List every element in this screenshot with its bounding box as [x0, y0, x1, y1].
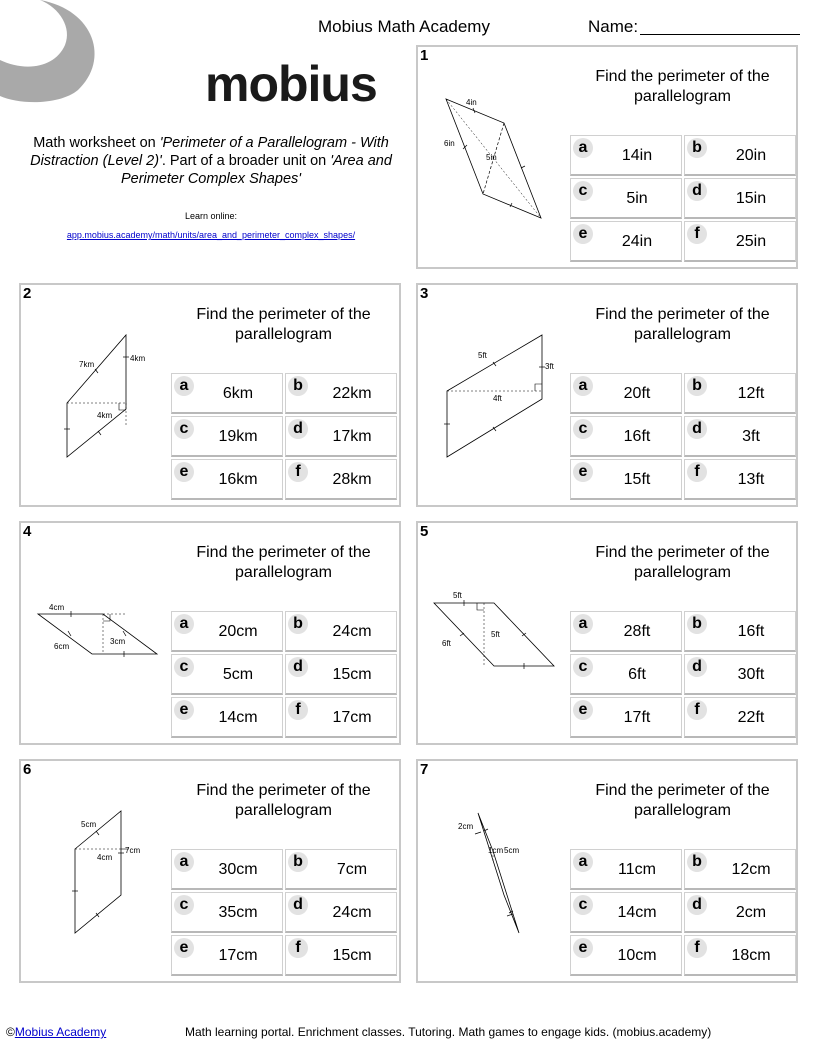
answer-option[interactable] [684, 611, 796, 652]
problem-panel-2 [19, 283, 401, 507]
option-value: 11cm [618, 861, 656, 878]
option-value: 14cm [218, 709, 258, 726]
answer-option[interactable] [684, 459, 796, 500]
answer-option[interactable] [171, 611, 283, 652]
learn-online-label: Learn online: [184, 211, 238, 221]
question-text: Find the perimeter of the parallelogram [595, 68, 770, 105]
option-value: 15cm [332, 666, 372, 683]
option-letter: d [687, 181, 707, 201]
option-letter: d [687, 657, 707, 677]
answer-option[interactable] [684, 697, 796, 738]
option-value: 16ft [623, 428, 651, 445]
question-text: Find the perimeter of the parallelogram [595, 306, 770, 343]
option-value: 17cm [218, 947, 258, 964]
option-letter: f [288, 700, 308, 720]
option-value: 7cm [336, 861, 368, 878]
figure-label: 5ft [491, 630, 500, 639]
parallelogram-figure [418, 285, 568, 509]
option-value: 19km [218, 428, 258, 445]
parallelogram-figure [418, 47, 568, 271]
parallelogram-figure [418, 761, 568, 985]
answer-option[interactable] [684, 935, 796, 976]
answer-option[interactable] [171, 892, 283, 933]
figure-label: 2cm [458, 822, 474, 831]
figure-label: 6cm [54, 642, 70, 651]
option-value: 15in [735, 190, 767, 207]
answer-grid [171, 373, 399, 503]
figure-label: 4cm [97, 853, 113, 862]
figure-label: 4km [97, 411, 113, 420]
answer-option[interactable] [570, 935, 682, 976]
answer-option[interactable] [684, 849, 796, 890]
option-letter: c [174, 895, 194, 915]
question-text: Find the perimeter of the parallelogram [595, 544, 770, 581]
option-value: 14in [621, 147, 653, 164]
intro-prefix: Math worksheet on [33, 135, 160, 151]
answer-option[interactable] [285, 849, 397, 890]
corner-swoosh-decoration [0, 0, 110, 110]
option-value: 28ft [623, 623, 651, 640]
option-letter: a [573, 852, 593, 872]
parallelogram-figure [21, 761, 171, 985]
problem-panel-6 [19, 759, 401, 983]
answer-option[interactable] [285, 611, 397, 652]
option-value: 5in [626, 190, 648, 207]
answer-option[interactable] [570, 892, 682, 933]
problem-panel-1 [416, 45, 798, 269]
option-letter: d [687, 419, 707, 439]
option-letter: e [573, 224, 593, 244]
answer-option[interactable] [285, 697, 397, 738]
option-value: 30ft [737, 666, 765, 683]
option-value: 35cm [218, 904, 258, 921]
worksheet-description [22, 134, 400, 188]
option-value: 15cm [332, 947, 372, 964]
mobius-academy-link[interactable]: Mobius Academy [14, 1025, 107, 1039]
problem-number: 1 [420, 47, 429, 64]
option-letter: d [288, 895, 308, 915]
option-letter: b [687, 376, 707, 396]
option-value: 24cm [332, 904, 372, 921]
answer-option[interactable] [171, 373, 283, 414]
answer-option[interactable] [285, 416, 397, 457]
option-letter: e [174, 462, 194, 482]
option-value: 12cm [731, 861, 771, 878]
option-value: 28km [332, 471, 372, 488]
figure-label: 4ft [493, 394, 502, 403]
answer-option[interactable] [684, 654, 796, 695]
figure-label: 3ft [545, 362, 554, 371]
answer-grid [171, 849, 399, 979]
problem-panel-5 [416, 521, 798, 745]
answer-option[interactable] [285, 373, 397, 414]
option-value: 30cm [218, 861, 258, 878]
option-letter: e [573, 700, 593, 720]
option-letter: f [288, 462, 308, 482]
answer-option[interactable] [570, 178, 682, 219]
answer-option[interactable] [684, 178, 796, 219]
answer-option[interactable] [285, 892, 397, 933]
answer-option[interactable] [570, 373, 682, 414]
option-letter: c [573, 419, 593, 439]
option-letter: c [174, 419, 194, 439]
option-letter: f [687, 938, 707, 958]
answer-option[interactable] [570, 221, 682, 262]
copyright-symbol: © [6, 1025, 15, 1039]
answer-option[interactable] [570, 611, 682, 652]
option-letter: a [573, 614, 593, 634]
figure-label: 6in [444, 139, 455, 148]
answer-grid [171, 611, 399, 741]
footer-tagline: Math learning portal. Enrichment classes. Tutoring. Math games to engage kids. (mobius.academy) [185, 1025, 712, 1039]
option-value: 18cm [731, 947, 771, 964]
problem-number: 2 [23, 285, 32, 302]
figure-label: 1cm [488, 846, 504, 855]
option-letter: b [288, 614, 308, 634]
option-letter: a [174, 376, 194, 396]
answer-option[interactable] [570, 416, 682, 457]
figure-label: 5ft [453, 591, 462, 600]
option-value: 24in [621, 233, 653, 250]
answer-option[interactable] [570, 697, 682, 738]
answer-option[interactable] [171, 697, 283, 738]
answer-option[interactable] [171, 849, 283, 890]
option-value: 22ft [737, 709, 765, 726]
answer-option[interactable] [570, 654, 682, 695]
option-value: 22km [332, 385, 372, 402]
answer-option[interactable] [570, 135, 682, 176]
option-value: 12ft [737, 385, 765, 402]
figure-label: 5cm [81, 820, 97, 829]
answer-option[interactable] [684, 135, 796, 176]
answer-option[interactable] [285, 935, 397, 976]
learn-online-link[interactable]: app.mobius.academy/math/units/area_and_perimeter_complex_shapes/ [66, 230, 356, 240]
option-letter: d [687, 895, 707, 915]
option-letter: f [288, 938, 308, 958]
answer-option[interactable] [684, 373, 796, 414]
name-label: Name: [588, 17, 639, 36]
answer-grid [570, 611, 798, 741]
answer-option[interactable] [171, 935, 283, 976]
option-value: 20in [735, 147, 767, 164]
figure-label: 3cm [110, 637, 126, 646]
option-letter: f [687, 224, 707, 244]
problem-number: 5 [420, 523, 429, 540]
question-text: Find the perimeter of the parallelogram [196, 782, 371, 819]
answer-option[interactable] [171, 654, 283, 695]
question-text: Find the perimeter of the parallelogram [196, 306, 371, 343]
intro-topic: 'Perimeter of a Parallelogram - With Distraction (Level 2)' [30, 135, 389, 169]
mobius-logo: mobius [205, 56, 377, 112]
option-value: 20ft [623, 385, 651, 402]
option-value: 25in [735, 233, 767, 250]
option-letter: b [687, 614, 707, 634]
option-value: 3ft [742, 428, 760, 445]
problem-number: 3 [420, 285, 429, 302]
option-letter: b [288, 376, 308, 396]
problem-number: 7 [420, 761, 429, 778]
problem-number: 6 [23, 761, 32, 778]
option-value: 14cm [617, 904, 657, 921]
figure-label: 7cm [125, 846, 141, 855]
answer-option[interactable] [171, 459, 283, 500]
figure-label: 5cm [504, 846, 520, 855]
figure-label: 5ft [478, 351, 487, 360]
figure-label: 6ft [442, 639, 451, 648]
option-value: 16ft [737, 623, 765, 640]
option-letter: f [687, 462, 707, 482]
parallelogram-figure [21, 523, 171, 747]
option-value: 16km [218, 471, 258, 488]
option-letter: d [288, 419, 308, 439]
option-letter: c [174, 657, 194, 677]
option-value: 20cm [218, 623, 258, 640]
question-text: Find the perimeter of the parallelogram [196, 544, 371, 581]
answer-option[interactable] [684, 416, 796, 457]
option-letter: a [573, 376, 593, 396]
option-letter: a [174, 852, 194, 872]
figure-label: 4in [466, 98, 477, 107]
option-letter: c [573, 181, 593, 201]
option-value: 10cm [617, 947, 657, 964]
option-value: 15ft [623, 471, 651, 488]
problem-panel-4 [19, 521, 401, 745]
option-letter: b [687, 138, 707, 158]
option-value: 17ft [623, 709, 651, 726]
problem-panel-7 [416, 759, 798, 983]
problem-number: 4 [23, 523, 32, 540]
option-letter: d [288, 657, 308, 677]
option-value: 17cm [332, 709, 372, 726]
option-letter: e [174, 700, 194, 720]
option-value: 5cm [222, 666, 254, 683]
option-value: 2cm [735, 904, 767, 921]
site-title: Mobius Math Academy [318, 17, 490, 36]
figure-label: 5in [486, 153, 497, 162]
option-value: 17km [332, 428, 372, 445]
option-letter: b [687, 852, 707, 872]
option-value: 6ft [628, 666, 646, 683]
parallelogram-figure [21, 285, 171, 509]
answer-option[interactable] [570, 849, 682, 890]
answer-option[interactable] [684, 892, 796, 933]
option-value: 6km [222, 385, 254, 402]
intro-middle: . Part of a broader unit on [161, 153, 331, 169]
name-blank-line [640, 34, 800, 35]
option-value: 24cm [332, 623, 372, 640]
option-letter: c [573, 895, 593, 915]
parallelogram-figure [418, 523, 568, 747]
option-letter: e [573, 462, 593, 482]
option-letter: f [687, 700, 707, 720]
figure-label: 4cm [49, 603, 65, 612]
answer-grid [570, 135, 798, 265]
option-letter: a [573, 138, 593, 158]
answer-option[interactable] [171, 416, 283, 457]
option-letter: e [573, 938, 593, 958]
option-letter: b [288, 852, 308, 872]
option-value: 13ft [737, 471, 765, 488]
answer-option[interactable] [570, 459, 682, 500]
intro-unit: 'Area and Perimeter Complex Shapes' [120, 153, 392, 187]
option-letter: a [174, 614, 194, 634]
figure-label: 4km [130, 354, 146, 363]
answer-option[interactable] [684, 221, 796, 262]
answer-option[interactable] [285, 654, 397, 695]
option-letter: e [174, 938, 194, 958]
option-letter: c [573, 657, 593, 677]
footer-copyright [6, 1025, 106, 1039]
answer-grid [570, 849, 798, 979]
answer-option[interactable] [285, 459, 397, 500]
question-text: Find the perimeter of the parallelogram [595, 782, 770, 819]
problem-panel-3 [416, 283, 798, 507]
answer-grid [570, 373, 798, 503]
figure-label: 7km [79, 360, 95, 369]
